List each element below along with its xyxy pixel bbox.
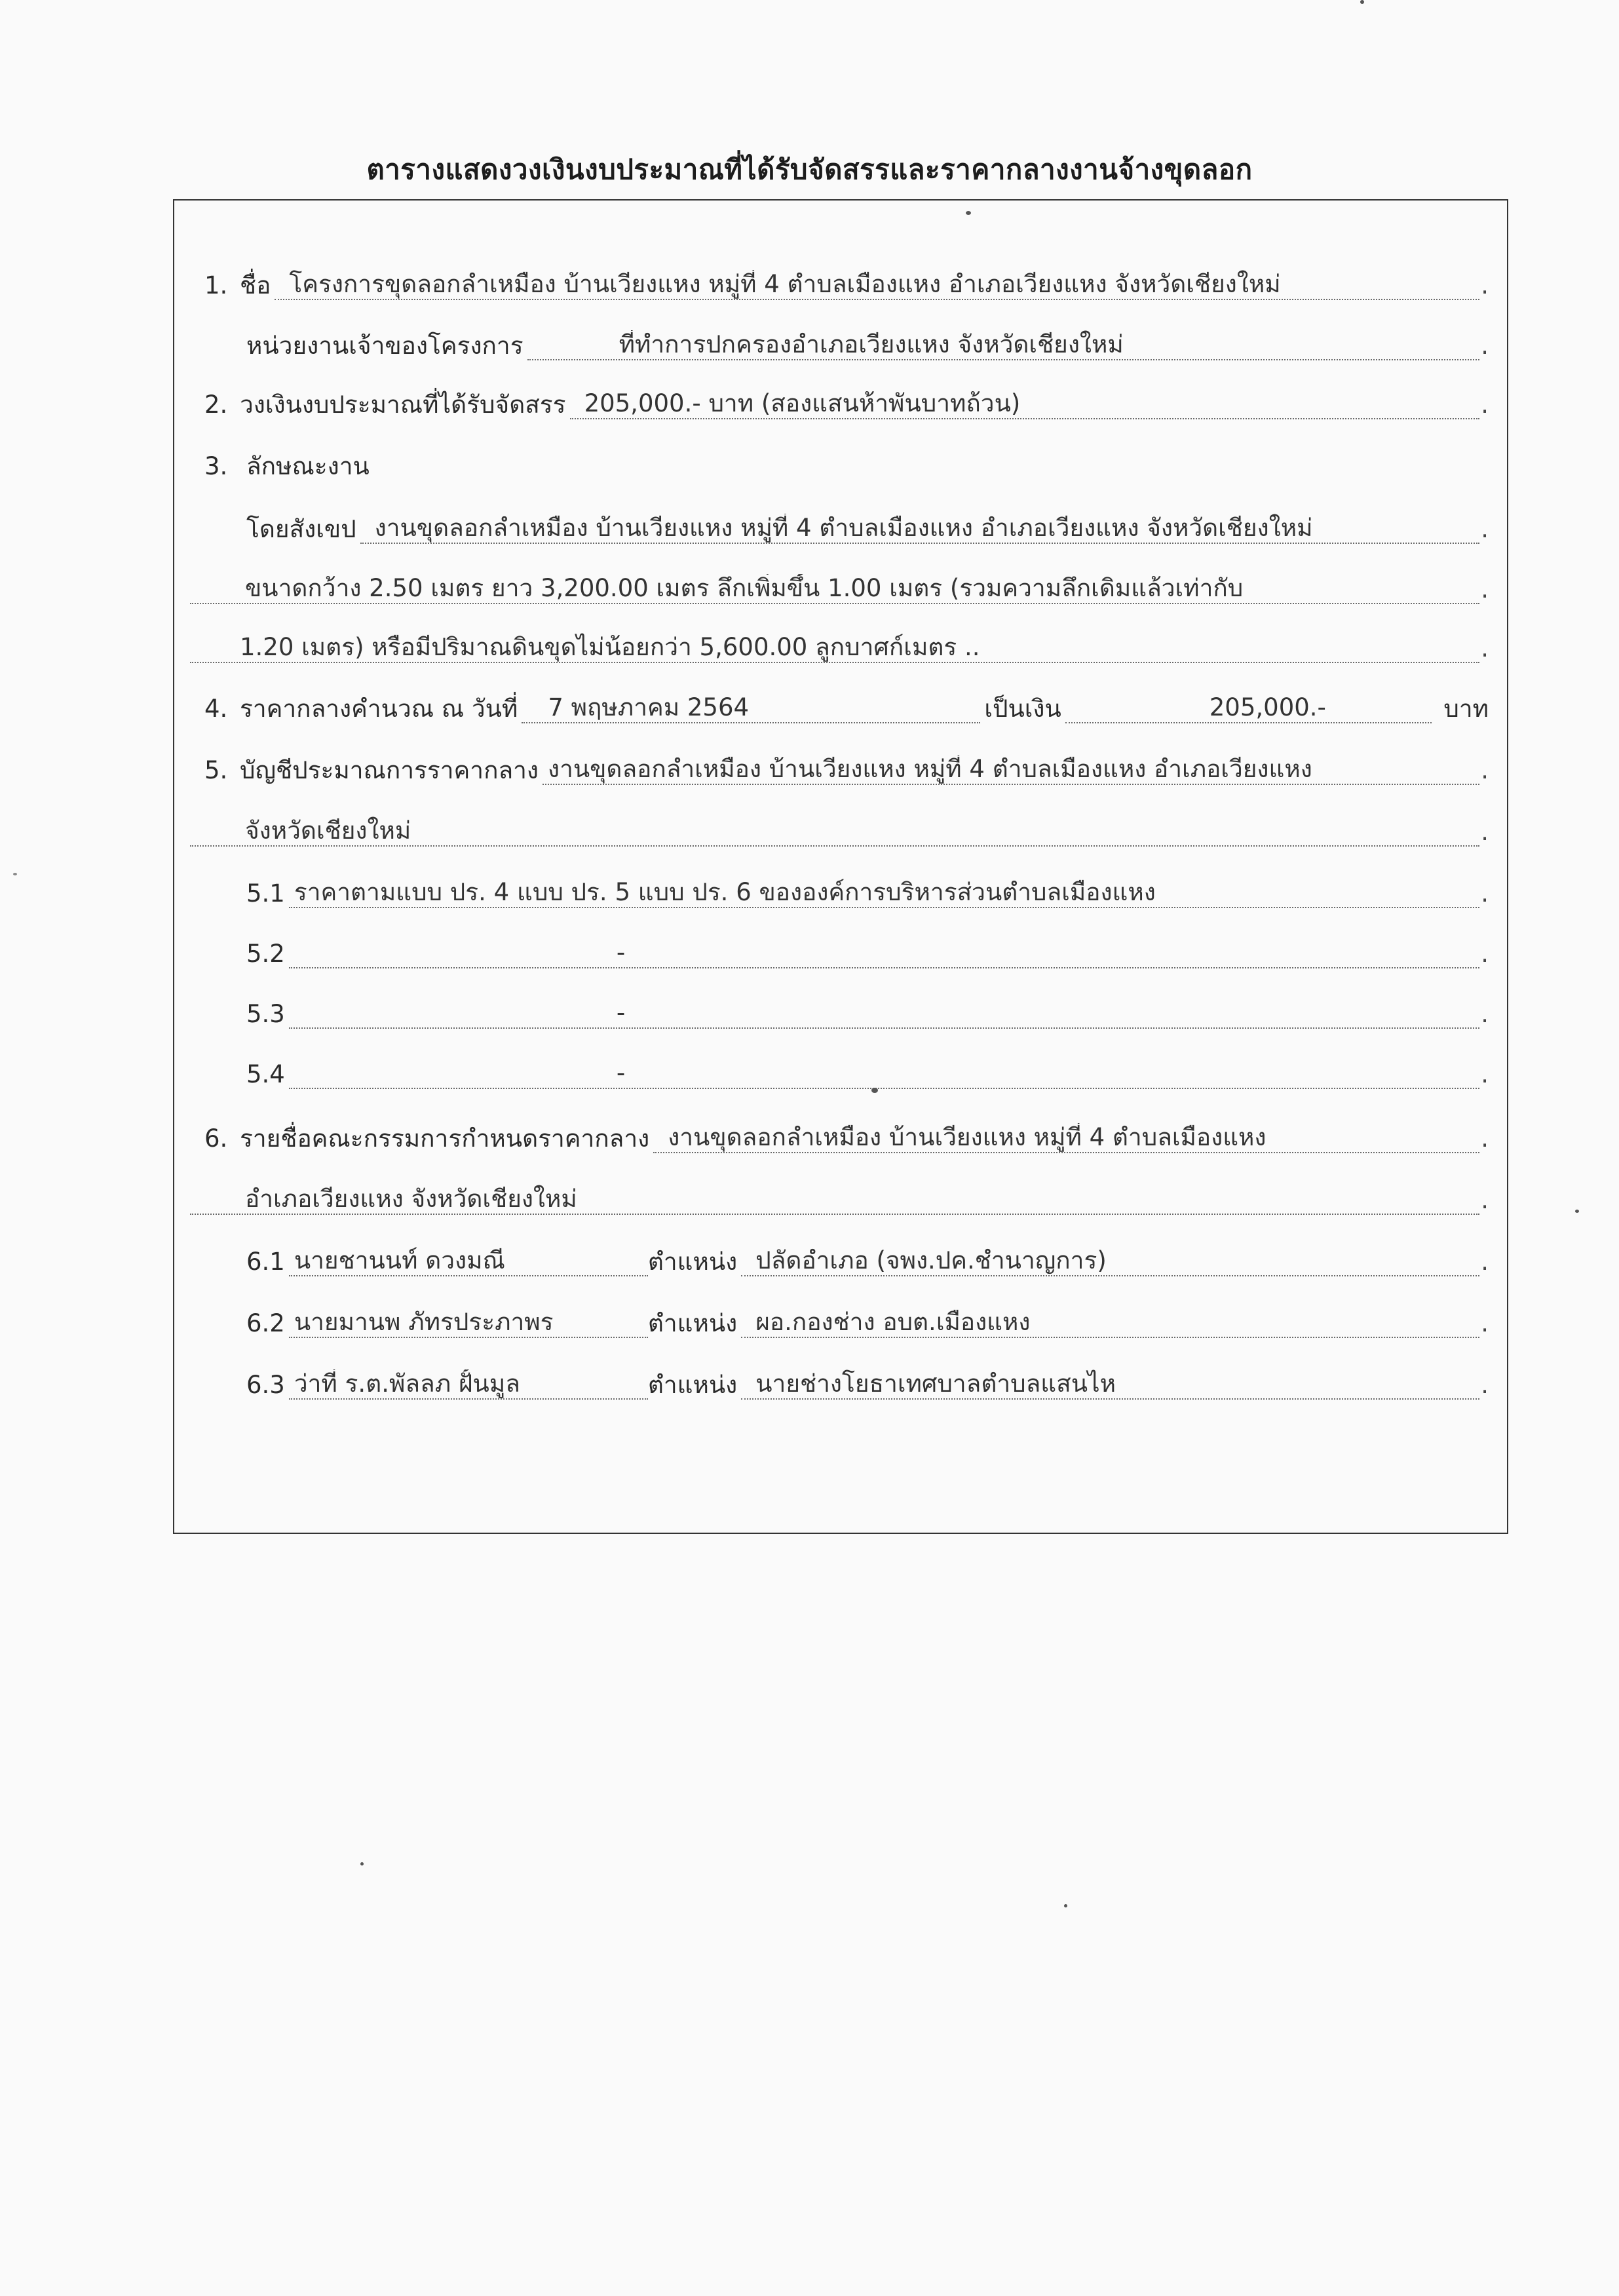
member2-number: 6.2 xyxy=(246,1309,285,1337)
item5-sub3-value: - xyxy=(289,999,1479,1029)
item5-sub3 xyxy=(246,996,1489,1029)
item4-amount-label: เป็นเงิน xyxy=(984,695,1061,723)
item1-value: โครงการขุดลอกลำเหมือง บ้านเวียงแหง หมู่ที่ 4 ตำบลเมืองแหง อำเภอเวียงแหง จังหวัดเชียงใหม่ xyxy=(275,270,1479,300)
item6-member3 xyxy=(246,1367,1489,1400)
line-end-mark: . xyxy=(1481,818,1489,846)
line-end-mark: . xyxy=(1481,1124,1489,1153)
item5-sub2-number: 5.2 xyxy=(246,940,285,968)
item3-desc-line1 xyxy=(246,511,1489,544)
member3-position: นายช่างโยธาเทศบาลตำบลแสนไห xyxy=(741,1369,1479,1400)
member3-number: 6.3 xyxy=(246,1371,285,1399)
line-end-mark: . xyxy=(1481,634,1489,662)
scan-speck xyxy=(360,1862,364,1866)
item3-number: 3. xyxy=(204,452,228,480)
item2-label: วงเงินงบประมาณที่ได้รับจัดสรร xyxy=(240,391,566,419)
member3-name: ว่าที่ ร.ต.พัลลภ ฝั้นมูล xyxy=(289,1369,648,1400)
item4-label: ราคากลางคำนวณ ณ วันที่ xyxy=(240,695,518,723)
item3-desc-value2: ขนาดกว้าง 2.50 เมตร ยาว 3,200.00 เมตร ลึกเพิ่มขึ้น 1.00 เมตร (รวมความลึกเดิมแล้วเท่ากับ xyxy=(190,574,1479,604)
item2-line xyxy=(240,387,1489,419)
scan-speck xyxy=(1360,0,1364,4)
item6-value1: งานขุดลอกลำเหมือง บ้านเวียงแหง หมู่ที่ 4 ตำบลเมืองแหง xyxy=(653,1123,1479,1153)
item3-desc-line2 xyxy=(190,571,1489,604)
item5-line1 xyxy=(240,752,1489,785)
line-end-mark: . xyxy=(1481,271,1489,299)
item1-owner-line xyxy=(246,328,1489,360)
item1-owner-value: ที่ทำการปกครองอำเภอเวียงแหง จังหวัดเชียงใหม่ xyxy=(527,330,1479,360)
line-end-mark: . xyxy=(1481,1309,1489,1337)
item5-line2 xyxy=(190,814,1489,847)
member1-position-label: ตำแหน่ง xyxy=(647,1248,738,1276)
line-end-mark: . xyxy=(1481,879,1489,908)
item6-line1 xyxy=(240,1120,1489,1153)
line-end-mark: . xyxy=(1481,756,1489,784)
item1-owner-label: หน่วยงานเจ้าของโครงการ xyxy=(246,332,524,360)
item5-sub4 xyxy=(246,1056,1489,1089)
line-end-mark: . xyxy=(1481,1371,1489,1399)
item5-sub1-number: 5.1 xyxy=(246,879,285,908)
member2-name: นายมานพ ภัทรประภาพร xyxy=(289,1308,648,1338)
member1-position: ปลัดอำเภอ (จพง.ปค.ชำนาญการ) xyxy=(741,1246,1479,1276)
item6-value2: อำเภอเวียงแหง จังหวัดเชียงใหม่ xyxy=(190,1185,1479,1215)
scan-speck xyxy=(1575,1210,1579,1213)
item3-desc-value1: งานขุดลอกลำเหมือง บ้านเวียงแหง หมู่ที่ 4 ตำบลเมืองแหง อำเภอเวียงแหง จังหวัดเชียงใหม่ xyxy=(360,514,1479,544)
line-end-mark: . xyxy=(1481,332,1489,360)
line-end-mark: . xyxy=(1481,940,1489,968)
scan-speck xyxy=(871,1088,878,1093)
item4-date: 7 พฤษภาคม 2564 xyxy=(522,693,980,723)
scan-speck xyxy=(1064,1904,1067,1907)
item5-value2: จังหวัดเชียงใหม่ xyxy=(190,816,1479,847)
item5-label: บัญชีประมาณการราคากลาง xyxy=(240,756,539,784)
scan-speck xyxy=(13,873,17,875)
item1-label: ชื่อ xyxy=(240,271,271,299)
item2-number: 2. xyxy=(204,391,228,419)
item1-line xyxy=(240,267,1489,300)
item3-desc-label: โดยสังเขป xyxy=(246,515,356,543)
line-end-mark: . xyxy=(1481,1186,1489,1214)
item5-sub4-number: 5.4 xyxy=(246,1060,285,1088)
item6-label: รายชื่อคณะกรรมการกำหนดราคากลาง xyxy=(240,1124,650,1153)
item6-number: 6. xyxy=(204,1124,228,1153)
item3-label: ลักษณะงาน xyxy=(246,452,370,480)
item1-number: 1. xyxy=(204,271,228,299)
item3-desc-value3: 1.20 เมตร) หรือมีปริมาณดินขุดไม่น้อยกว่า 5,600.00 ลูกบาศก์เมตร .. xyxy=(190,633,1479,663)
member3-position-label: ตำแหน่ง xyxy=(647,1371,738,1399)
item4-unit: บาท xyxy=(1443,695,1489,723)
member1-name: นายชานนท์ ดวงมณี xyxy=(289,1246,648,1276)
item5-sub1 xyxy=(246,875,1489,908)
member2-position-label: ตำแหน่ง xyxy=(647,1309,738,1337)
item6-member1 xyxy=(246,1244,1489,1276)
line-end-mark: . xyxy=(1481,575,1489,603)
item5-sub4-value: - xyxy=(289,1059,1479,1089)
scan-speck xyxy=(966,211,971,215)
item5-sub2-value: - xyxy=(289,938,1479,968)
item6-line2 xyxy=(190,1182,1489,1215)
item5-sub2 xyxy=(246,936,1489,968)
item5-sub1-value: ราคาตามแบบ ปร. 4 แบบ ปร. 5 แบบ ปร. 6 ขององค์การบริหารส่วนตำบลเมืองแหง xyxy=(289,878,1479,908)
item4-line xyxy=(240,691,1489,723)
line-end-mark: . xyxy=(1481,515,1489,543)
item4-amount: 205,000.- xyxy=(1065,693,1432,723)
item2-value: 205,000.- บาท (สองแสนห้าพันบาทถ้วน) xyxy=(570,389,1479,419)
line-end-mark: . xyxy=(1481,1060,1489,1088)
member2-position: ผอ.กองช่าง อบต.เมืองแหง xyxy=(741,1308,1479,1338)
member1-number: 6.1 xyxy=(246,1248,285,1276)
line-end-mark: . xyxy=(1481,391,1489,419)
item5-number: 5. xyxy=(204,756,228,784)
item6-member2 xyxy=(246,1305,1489,1338)
document-title: ตารางแสดงวงเงินงบประมาณที่ได้รับจัดสรรและราคากลางงานจ้างขุดลอก xyxy=(366,153,1253,185)
item5-sub3-number: 5.3 xyxy=(246,1000,285,1028)
item4-number: 4. xyxy=(204,695,228,723)
line-end-mark: . xyxy=(1481,1000,1489,1028)
item5-value1: งานขุดลอกลำเหมือง บ้านเวียงแหง หมู่ที่ 4 ตำบลเมืองแหง อำเภอเวียงแหง xyxy=(543,755,1479,785)
line-end-mark: . xyxy=(1481,1248,1489,1276)
item3-desc-line3 xyxy=(190,630,1489,663)
